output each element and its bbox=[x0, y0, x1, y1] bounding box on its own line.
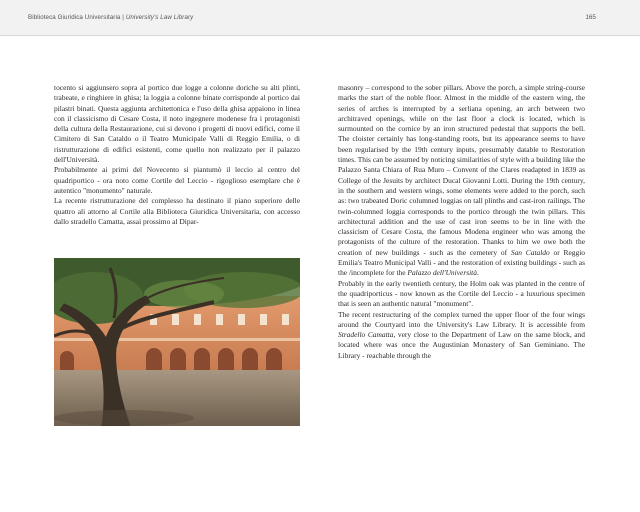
right-text-column bbox=[338, 83, 585, 361]
right-paragraph-3-part-a: The recent restructuring of the complex turned the upper floor of the four wings around the Courtyard into the University's Law Library. It is accessible from bbox=[338, 309, 585, 329]
right-paragraph-3 bbox=[338, 310, 585, 361]
photo-string-course bbox=[54, 338, 300, 341]
left-text-column bbox=[54, 83, 300, 227]
page-header bbox=[0, 0, 640, 36]
right-paragraph-1 bbox=[338, 83, 585, 279]
right-paragraph-1-part-b: or Reggio Emilia's Teatro Municipal Valli - and the restoration of existing buildings - such as the /incomplete for the bbox=[338, 247, 585, 278]
italic-stradello-camatta: Stradello Camatta bbox=[338, 330, 394, 340]
right-paragraph-1-part-a: masonry – correspond to the sober pillars. Above the porch, a simple string-course marks the start of the noble floor. Almost in the middle of the eastern wing, the series of arches is interrupted by a serliana opening, an arch between two architraved openings, while on the last floor a clock is located, which is surmounted on the cornice by an iron structured pedestal that supports the bell. The cloister certainly has long-standing roots, but its appearance seems to have been regularised by the 19th century inputs, presumably datable to Restoration times. This can be assumed by noticing similarities of style with a building like the Palazzo Santa Chiara of Rua Muro – Convent of the Clares readapted in 1839 as College of the Jesuits by architect Ducal Giovanni Lotti. During the 19th century, in the southern and western wings, some elements were added to the porch, such as: two trabeated Doric columned loggias on tall plinths and cast-iron railings. The twin-columned loggia corresponds to the portico through the twin pillars. This architectural addition and the use of cast iron seems to be in line with the classicism of Cesare Costa, the famous Modena engineer who was among the protagonists of the culture of the restoration. Thanks to him we owe both the creation of new buildings - such as the cemetery of bbox=[338, 83, 585, 257]
right-paragraph-2: Probably in the early twentieth century, the Holm oak was planted in the centre of the quadriporticus - now known as the Cortile del Leccio - a luxurious specimen that is seen an authentic natural "monument". bbox=[338, 278, 585, 309]
italic-palazzo-universita: Palazzo dell'Università bbox=[407, 268, 477, 278]
header-title-prefix: Biblioteca Giuridica Universitaria | bbox=[28, 14, 126, 21]
right-paragraph-3-part-b: , very close to the Department of Law on the same block, and located where was once the Augustinian Monastery of San Geminiano. The Library - reachable through the bbox=[338, 330, 585, 360]
italic-san-cataldo: San Cataldo bbox=[510, 247, 550, 257]
photo-tree-shadow bbox=[54, 410, 194, 426]
left-paragraph-1: tocento si aggiunsero sopra al portico due logge a colonne doriche su alti plinti, trabeate, e ringhiere in ghisa; la loggia a colonne binate corrisponde al portico dai pilastri binati. Questa aggiunta architettonica e l'uso della ghisa appaiono in linea con il classicismo di Cesare Costa, il noto ingegnere modenese fra i protagonisti della cultura della Restaurazione, cui si devono i progetti di nuovi edifici, come il Cimitero di San Cataldo o il Teatro Municipale Valli di Reggio Emilia, o di ristrutturazione di edifici esistenti, come quello non realizzato per il palazzo dell'Università. bbox=[54, 83, 300, 165]
left-paragraph-2: Probabilmente ai primi del Novecento si piantumò il leccio al centro del quadriportico - ora noto come Cortile del Leccio - rigoglioso esemplare che è autentico "monumento" naturale. bbox=[54, 165, 300, 195]
right-paragraph-1-part-c: . bbox=[476, 268, 479, 278]
photo-illustration bbox=[54, 258, 300, 426]
left-paragraph-3: La recente ristrutturazione del complesso ha destinato il piano superiore delle quattro ali attorno al Cortile alla Biblioteca Giuridica Universitaria, con accesso dallo stradello Camatta, assai prossimo al Dipar- bbox=[54, 196, 300, 226]
page-number: 165 bbox=[585, 14, 596, 21]
header-title-italic: University's Law Library bbox=[125, 14, 194, 21]
running-header-title bbox=[28, 14, 193, 21]
holm-oak-courtyard-photo bbox=[54, 258, 300, 426]
